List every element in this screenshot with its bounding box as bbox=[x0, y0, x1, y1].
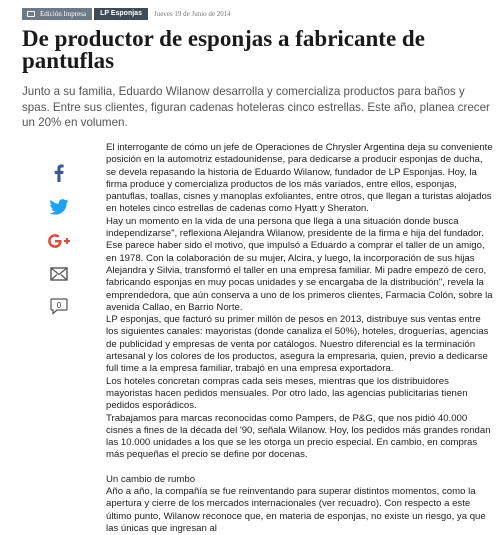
googleplus-share-button[interactable] bbox=[47, 231, 71, 251]
top-bar bbox=[22, 7, 231, 21]
section-tag[interactable]: LP Esponjas bbox=[94, 8, 148, 20]
edition-label: Edición Impresa bbox=[40, 10, 87, 18]
article-body bbox=[106, 142, 494, 535]
twitter-icon bbox=[49, 199, 69, 215]
section-heading: Un cambio de rumbo bbox=[106, 473, 196, 485]
googleplus-icon bbox=[48, 234, 70, 248]
twitter-share-button[interactable] bbox=[47, 197, 71, 217]
facebook-share-button[interactable] bbox=[47, 163, 71, 183]
article-title: De productor de esponjas a fabricante de pantuflas bbox=[22, 26, 425, 73]
article-paragraph: Los hoteles concretan compras cada seis meses, mientras que los distribuidores mayoristas hacen pedidos mensuales. Por otro lado, las agencias publicitarias tienen pedidos esporádicos. bbox=[106, 375, 468, 412]
article-paragraph: LP esponjas, que facturó su primer millón de pesos en 2013, distribuye sus ventas entre los siguientes canales: mayoristas (donde canaliza el 50%), hoteles, droguerías, agencias de publicidad y empresas de venta por catálogos. Nuestro diferencial es la terminación artesanal y los colores de los productos, asegura la empresaria, quien, previo a dedicarse full time a la empresa familiar, trabajó en una empresa exportadora. bbox=[106, 314, 489, 375]
comments-button[interactable] bbox=[47, 297, 71, 317]
newspaper-icon bbox=[27, 11, 35, 17]
facebook-icon bbox=[54, 164, 64, 182]
article-paragraph: Hay un momento en la vida de una persona que llega a una situación donde busca independizarse", reflexiona Alejandra Wilanow, presidente de la firma e hija del fundador. Ese parece haber sido el motivo, que impulsó a Eduardo a comprar el taller de un amigo, en 1978. Con la colaboración de su mujer, Alcira, y luego, la incorporación de sus hijas Alejandra y Silvia, transformó el taller en una empresa familiar. Mi padre empezó de cero, fabricando esponjas en muy pocas unidades y se encargaba de la distribución", revela la emprendedora, que aún conserva a uno de los primeros clientes, Farmacia Colón, sobre la avenida Callao, en Barrio Norte. bbox=[106, 215, 493, 313]
email-icon bbox=[50, 267, 68, 281]
article-paragraph: Trabajamos para marcas reconocidas como Pampers, de P&G, que nos pidió 40.000 cisnes a fines de la década del '90, señala Wilanow. Hoy, los pedidos más grandes rondan las 10.000 unidades a los que se les otorga un precio especial. En cambio, en compras más pequeñas el precio se define por docenas. bbox=[106, 412, 491, 461]
email-share-button[interactable] bbox=[47, 264, 71, 284]
article-paragraph: El interrogante de cómo un jefe de Operaciones de Chrysler Argentina deja su conveniente posición en la automotriz estadounidense, para dedicarse a producir esponjas de ducha, se devela repasando la historia de Eduardo Wilanow, fundador de LP Esponjas. Hoy, la firma produce y comercializa productos de los más variados, entre ellos, esponjas, pantuflas, toallas, cisnes y manoplas exfoliantes, entre otros, que llegan a turistas alojados en hoteles cinco estrellas de cadenas como Hyatt y Sheraton. bbox=[106, 142, 493, 215]
article-paragraph: Año a año, la compañía se fue reinventando para superar distintos momentos, como la apertura y cierre de los mercados internacionales (ver recuadro). Con respecto a este último punto, Wilanow reconoce que, en materia de esponjas, no existe un riesgo, ya que las únicas que ingresan al bbox=[106, 486, 486, 534]
publish-date: Jueves 19 de Junio de 2014 bbox=[153, 10, 231, 18]
article-subtitle: Junto a su familia, Eduardo Wilanow desarrolla y comercializa productos para baños y spas. Entre sus clientes, figuran cadenas hoteleras cinco estrellas. Este año, planea crecer un 20% en volumen. bbox=[22, 85, 490, 129]
edition-badge[interactable] bbox=[22, 8, 92, 20]
comment-count: 0 bbox=[56, 300, 62, 310]
